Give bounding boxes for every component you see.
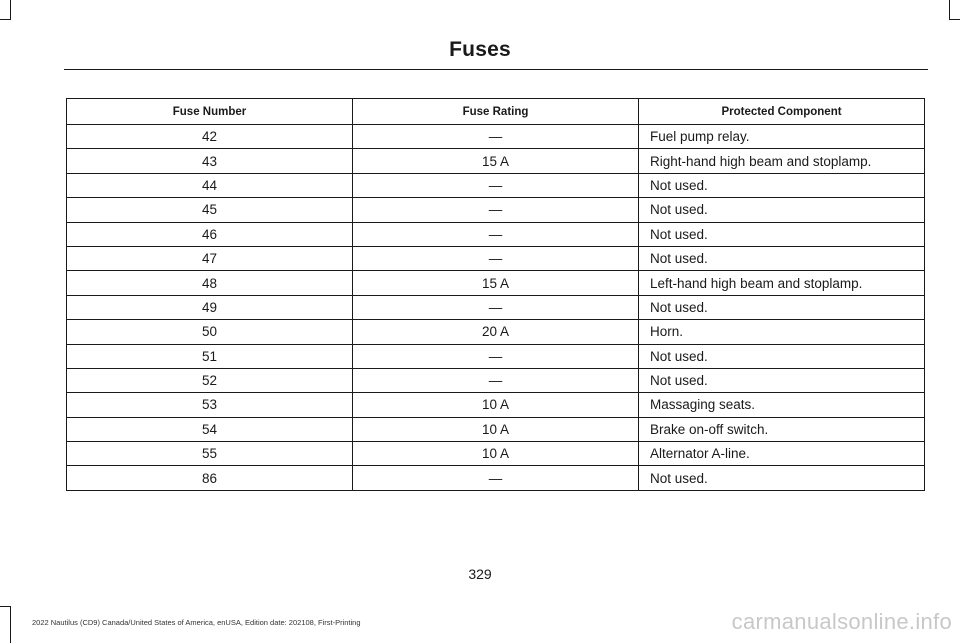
fuse-rating-cell: —	[353, 222, 639, 246]
fuse-rating-cell: 15 A	[353, 149, 639, 173]
table-row	[67, 271, 925, 295]
table-row	[67, 246, 925, 270]
table-row	[67, 222, 925, 246]
protected-component-cell: Not used.	[639, 368, 925, 392]
fuse-rating-cell: 20 A	[353, 320, 639, 344]
fuse-number-cell: 52	[67, 368, 353, 392]
protected-component-cell: Not used.	[639, 344, 925, 368]
edition-footer: 2022 Nautilus (CD9) Canada/United States of America, enUSA, Edition date: 202108, First-Printing	[32, 618, 361, 627]
title-divider	[64, 69, 928, 70]
protected-component-cell: Not used.	[639, 173, 925, 197]
fuse-rating-cell: —	[353, 246, 639, 270]
table-row	[67, 173, 925, 197]
table-row	[67, 442, 925, 466]
protected-component-cell: Not used.	[639, 466, 925, 490]
protected-component-cell: Massaging seats.	[639, 393, 925, 417]
fuse-number-cell: 50	[67, 320, 353, 344]
table-header-row	[67, 99, 925, 125]
fuse-number-cell: 48	[67, 271, 353, 295]
protected-component-cell: Right-hand high beam and stoplamp.	[639, 149, 925, 173]
fuse-number-cell: 44	[67, 173, 353, 197]
fuse-number-cell: 49	[67, 295, 353, 319]
fuse-rating-cell: 10 A	[353, 442, 639, 466]
protected-component-cell: Alternator A-line.	[639, 442, 925, 466]
fuse-rating-cell: —	[353, 198, 639, 222]
fuse-number-cell: 43	[67, 149, 353, 173]
fuse-rating-cell: —	[353, 173, 639, 197]
protected-component-cell: Horn.	[639, 320, 925, 344]
crop-mark-top-left-vertical	[10, 0, 11, 20]
table-row	[67, 295, 925, 319]
fuse-rating-cell: 15 A	[353, 271, 639, 295]
fuse-number-cell: 47	[67, 246, 353, 270]
table-row	[67, 198, 925, 222]
table-row	[67, 417, 925, 441]
crop-mark-top-right-vertical	[949, 0, 950, 20]
fuse-number-cell: 55	[67, 442, 353, 466]
column-header-fuse-rating: Fuse Rating	[353, 99, 639, 125]
fuse-number-cell: 86	[67, 466, 353, 490]
table-row	[67, 320, 925, 344]
page-title: Fuses	[449, 38, 511, 61]
protected-component-cell: Not used.	[639, 198, 925, 222]
fuse-rating-cell: —	[353, 368, 639, 392]
fuse-number-cell: 51	[67, 344, 353, 368]
fuse-rating-cell: 10 A	[353, 393, 639, 417]
fuse-number-cell: 53	[67, 393, 353, 417]
fuse-number-cell: 45	[67, 198, 353, 222]
table-row	[67, 149, 925, 173]
table-row	[67, 393, 925, 417]
table-row	[67, 368, 925, 392]
fuse-rating-cell: —	[353, 295, 639, 319]
column-header-protected-component: Protected Component	[639, 99, 925, 125]
fuse-rating-cell: —	[353, 344, 639, 368]
table-row	[67, 466, 925, 490]
protected-component-cell: Brake on-off switch.	[639, 417, 925, 441]
fuse-number-cell: 54	[67, 417, 353, 441]
fuse-rating-cell: —	[353, 125, 639, 149]
table-row	[67, 344, 925, 368]
protected-component-cell: Not used.	[639, 246, 925, 270]
fuse-rating-cell: 10 A	[353, 417, 639, 441]
fuse-number-cell: 46	[67, 222, 353, 246]
protected-component-cell: Not used.	[639, 295, 925, 319]
watermark: carmanualsonline.info	[731, 609, 952, 634]
crop-mark-bottom-left-vertical	[10, 606, 11, 643]
fuse-rating-cell: —	[353, 466, 639, 490]
crop-mark-bottom-left-horizontal	[0, 606, 11, 607]
page-number: 329	[468, 566, 492, 582]
column-header-fuse-number: Fuse Number	[67, 99, 353, 125]
crop-mark-top-left-horizontal	[0, 19, 11, 20]
protected-component-cell: Fuel pump relay.	[639, 125, 925, 149]
protected-component-cell: Left-hand high beam and stoplamp.	[639, 271, 925, 295]
table-row	[67, 125, 925, 149]
fuse-table	[66, 98, 925, 491]
fuse-number-cell: 42	[67, 125, 353, 149]
protected-component-cell: Not used.	[639, 222, 925, 246]
crop-mark-top-right-horizontal	[949, 19, 960, 20]
